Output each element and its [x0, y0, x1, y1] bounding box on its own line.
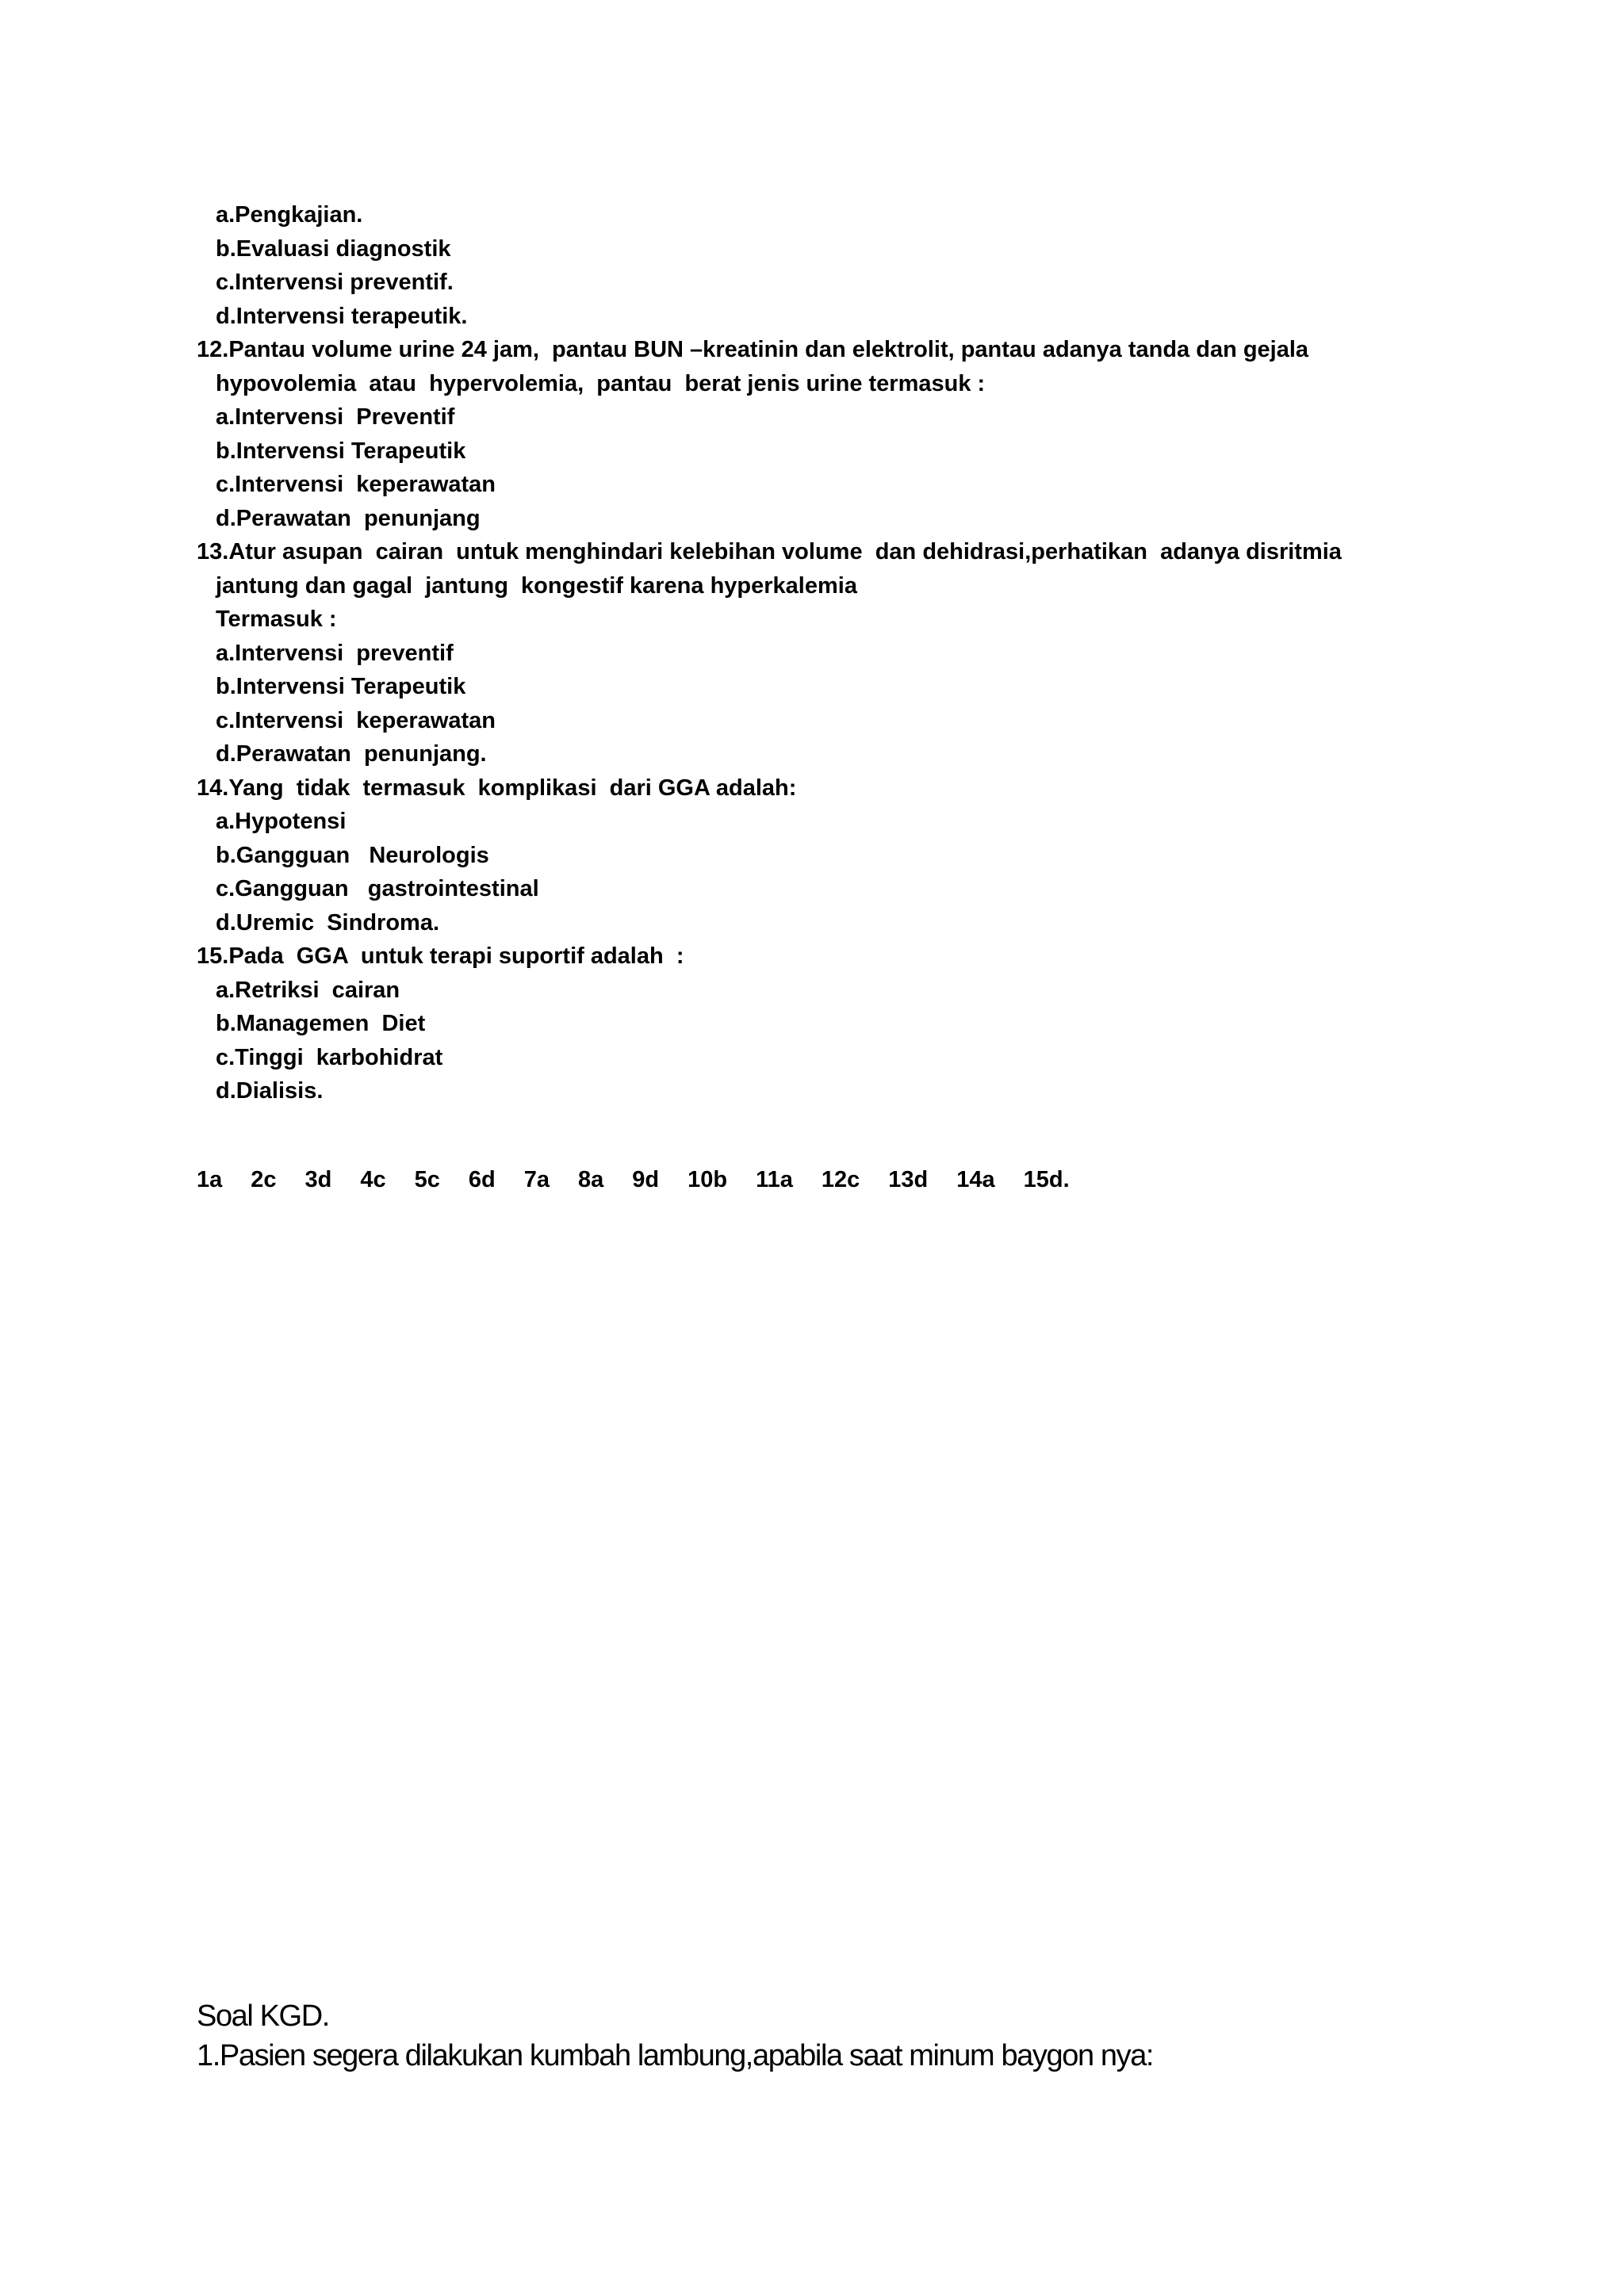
- answer-item: 6d: [468, 1167, 496, 1192]
- answer-item: 1a: [197, 1167, 223, 1192]
- option-line: a.Hypotensi: [216, 809, 347, 834]
- option-line: d.Intervensi terapeutik.: [216, 303, 468, 329]
- answer-item: 14a: [956, 1167, 995, 1192]
- option-line: a.Intervensi Preventif: [216, 404, 455, 430]
- option-line: d.Uremic Sindroma.: [216, 909, 440, 936]
- answer-item: 7a: [523, 1167, 550, 1192]
- question-12-text-cont: hypovolemia atau hypervolemia, pantau berat jenis urine termasuk :: [216, 370, 986, 396]
- option-line: a.Intervensi preventif: [216, 640, 454, 666]
- option-line: b.Intervensi Terapeutik: [216, 674, 466, 699]
- answer-item: 2c: [251, 1167, 277, 1192]
- answer-item: 8a: [578, 1167, 604, 1192]
- section-title: Soal KGD.: [197, 1999, 329, 2033]
- answer-item: 3d: [304, 1167, 332, 1192]
- answer-item: 9d: [632, 1167, 660, 1192]
- question-14-text: 14.Yang tidak termasuk komplikasi dari GGA adalah:: [197, 775, 797, 801]
- answer-item: 12c: [821, 1167, 860, 1192]
- question-15-text: 15.Pada GGA untuk terapi suportif adalah :: [197, 943, 684, 969]
- kgd-question-1: 1.Pasien segera dilakukan kumbah lambung,apabila saat minum baygon nya:: [197, 2039, 1154, 2072]
- answer-item: 13d: [888, 1167, 929, 1192]
- option-line: d.Perawatan penunjang.: [216, 741, 487, 767]
- question-13-text: 13.Atur asupan cairan untuk menghindari kelebihan volume dan dehidrasi,perhatikan adanya disritmia: [197, 539, 1342, 564]
- option-line: c.Gangguan gastrointestinal: [216, 876, 539, 901]
- quiz-section: [197, 198, 1386, 1108]
- option-line: c.Tinggi karbohidrat: [216, 1044, 443, 1070]
- option-line: c.Intervensi preventif.: [216, 270, 454, 295]
- question-13-text-cont: Termasuk :: [216, 607, 337, 632]
- answer-item: 10b: [688, 1167, 728, 1192]
- option-line: b.Gangguan Neurologis: [216, 842, 489, 868]
- question-13-text-cont: jantung dan gagal jantung kongestif karena hyperkalemia: [216, 572, 857, 599]
- answer-item: 11a: [756, 1167, 793, 1192]
- answer-key: [197, 1167, 1098, 1193]
- option-line: b.Intervensi Terapeutik: [216, 438, 466, 464]
- answer-item: 15d.: [1023, 1167, 1070, 1192]
- option-line: c.Intervensi keperawatan: [216, 707, 496, 733]
- option-line: a.Pengkajian.: [216, 202, 363, 228]
- answer-item: 5c: [414, 1167, 440, 1192]
- question-12-text: 12.Pantau volume urine 24 jam, pantau BUN –kreatinin dan elektrolit, pantau adanya tanda dan gejala: [197, 337, 1309, 362]
- kgd-section: [197, 1996, 1153, 2076]
- option-line: a.Retriksi cairan: [216, 977, 400, 1003]
- option-line: b.Evaluasi diagnostik: [216, 235, 451, 262]
- option-line: d.Perawatan penunjang: [216, 505, 481, 531]
- option-line: c.Intervensi keperawatan: [216, 472, 496, 497]
- answer-item: 4c: [360, 1167, 386, 1192]
- option-line: d.Dialisis.: [216, 1078, 324, 1104]
- option-line: b.Managemen Diet: [216, 1011, 426, 1036]
